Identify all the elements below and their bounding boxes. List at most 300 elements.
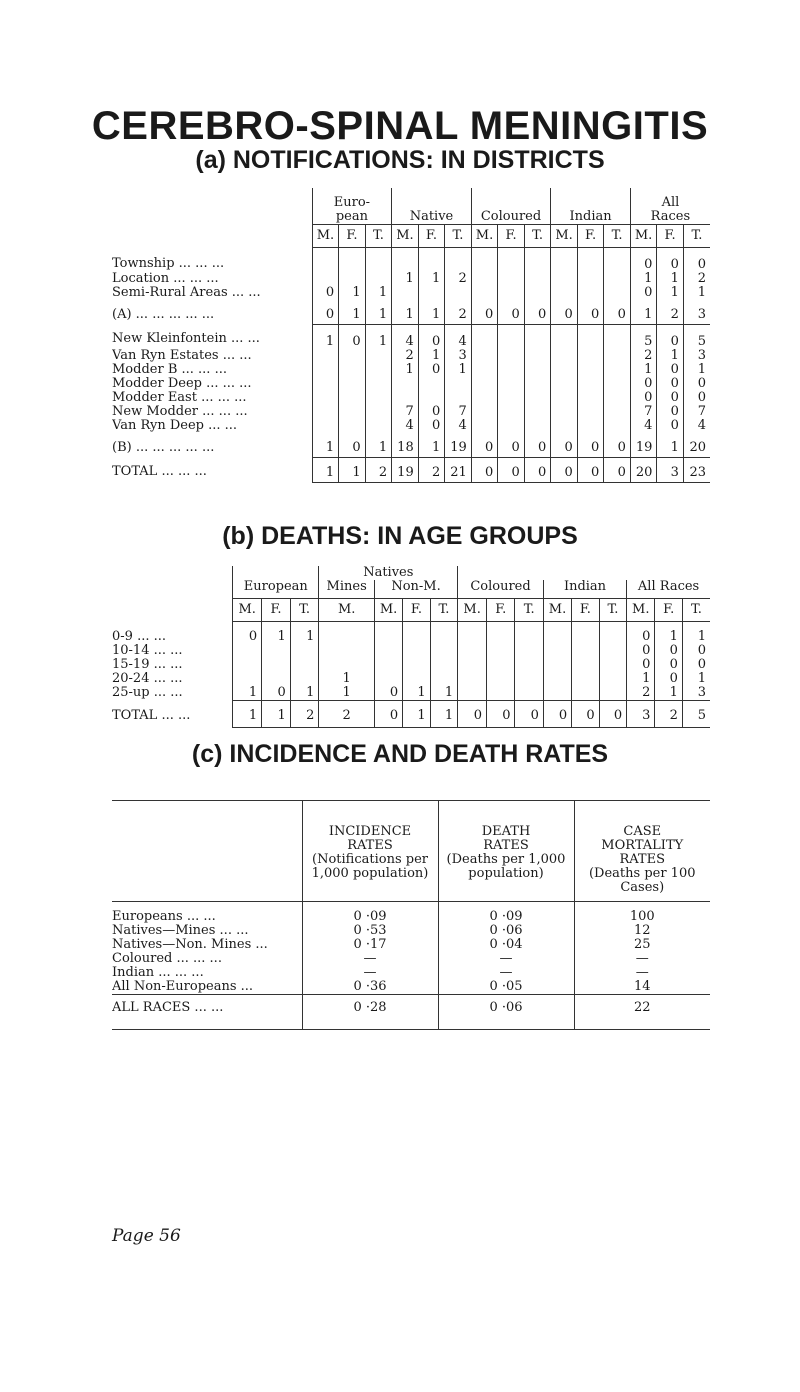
section-a-title: (a) NOTIFICATIONS: IN DISTRICTS — [195, 146, 605, 174]
row-label: Natives—Mines ... ... — [112, 924, 249, 938]
corner-cell — [112, 580, 233, 599]
table-cell — [471, 377, 498, 391]
table-cell: 0 — [498, 300, 525, 325]
column-header: T. — [445, 224, 472, 247]
row-label: Europeans ... ... — [112, 909, 216, 924]
table-cell: 7 — [445, 405, 472, 419]
group-header: All Races — [627, 580, 710, 599]
table-row — [112, 457, 710, 482]
table-cell — [290, 672, 319, 686]
table-cell — [604, 247, 631, 272]
table-cell — [515, 644, 543, 658]
table-cell — [577, 419, 604, 433]
table-cell: 0 — [657, 377, 684, 391]
table-cell — [312, 363, 339, 377]
table-cell — [365, 391, 392, 405]
table-cell — [524, 272, 551, 286]
section-b-title: (b) DEATHS: IN AGE GROUPS — [222, 522, 578, 550]
column-header: M. — [319, 599, 374, 622]
table-cell: 0 — [657, 419, 684, 433]
table-cell: 1 — [233, 701, 262, 728]
table-cell — [312, 349, 339, 363]
table-cell: 0 — [572, 701, 600, 728]
table-cell: 0 — [262, 686, 291, 701]
table-cell — [319, 644, 374, 658]
table-cell — [312, 391, 339, 405]
table-cell: 1 — [683, 286, 710, 300]
table-cell — [498, 377, 525, 391]
table-cell: 0 — [657, 405, 684, 419]
table-cell: 2 — [655, 701, 683, 728]
table-cell: 0 — [657, 363, 684, 377]
table-cell: 1 — [262, 701, 291, 728]
group-header: Euro- pean — [312, 188, 392, 224]
row-label: New Kleinfontein ... ... — [112, 331, 260, 346]
table-cell — [374, 658, 402, 672]
spacer-cell — [233, 566, 319, 580]
table-cell: 0 — [655, 672, 683, 686]
column-header: F. — [339, 224, 366, 247]
table-cell — [471, 405, 498, 419]
group-header: Indian — [551, 188, 631, 224]
table-cell: 12 — [574, 924, 710, 938]
table-cell: 2 — [683, 272, 710, 286]
row-label: Modder B ... ... ... — [112, 362, 227, 377]
table-cell — [374, 622, 402, 645]
table-cell: 1 — [418, 300, 445, 325]
table-cell: 0 ·53 — [302, 924, 438, 938]
notifications-grid — [112, 188, 710, 483]
table-cell: 0 — [630, 391, 657, 405]
table-row — [112, 405, 710, 419]
row-label: New Modder ... ... ... — [112, 404, 248, 419]
table-row — [112, 377, 710, 391]
table-cell: 0 — [630, 286, 657, 300]
deaths-grid — [112, 566, 710, 728]
table-cell — [599, 686, 627, 701]
table-cell: 1 — [630, 300, 657, 325]
column-header: T. — [604, 224, 631, 247]
table-cell: 0 — [339, 324, 366, 349]
table-cell: 19 — [392, 457, 419, 482]
table-cell — [312, 247, 339, 272]
table-row — [112, 980, 710, 995]
table-row — [112, 938, 710, 952]
table-cell: 1 — [312, 324, 339, 349]
table-cell: 4 — [392, 324, 419, 349]
table-cell — [471, 419, 498, 433]
row-label: Township ... ... ... — [112, 256, 225, 271]
table-cell: 0 — [374, 701, 402, 728]
table-cell: 4 — [392, 419, 419, 433]
table-cell: 0 — [312, 286, 339, 300]
table-cell: 0 — [233, 622, 262, 645]
table-cell: 19 — [630, 433, 657, 458]
table-cell — [418, 247, 445, 272]
table-cell — [498, 286, 525, 300]
table-cell: 1 — [339, 286, 366, 300]
table-row — [112, 952, 710, 966]
table-cell — [577, 405, 604, 419]
table-cell: 0 — [471, 457, 498, 482]
table-cell — [430, 644, 458, 658]
table-cell — [458, 644, 487, 658]
table-cell: 2 — [319, 701, 374, 728]
table-row — [112, 433, 710, 458]
column-header: M. — [458, 599, 487, 622]
table-cell: 0 — [577, 433, 604, 458]
table-cell — [458, 658, 487, 672]
table-cell — [339, 247, 366, 272]
table-cell — [458, 622, 487, 645]
table-cell: 1 — [445, 363, 472, 377]
table-cell: 0 — [498, 457, 525, 482]
table-cell: 0 — [577, 457, 604, 482]
table-cell: 0 — [418, 363, 445, 377]
table-cell — [339, 363, 366, 377]
corner-cell — [112, 566, 233, 580]
table-cell — [365, 377, 392, 391]
table-cell: 5 — [683, 324, 710, 349]
table-cell — [604, 286, 631, 300]
table-cell — [262, 644, 291, 658]
table-cell: — — [302, 966, 438, 980]
natives-header: Natives — [319, 566, 458, 580]
row-label: (A) ... ... ... ... ... — [112, 306, 215, 322]
column-header: F. — [577, 224, 604, 247]
column-header: M. — [543, 599, 571, 622]
table-cell — [572, 658, 600, 672]
table-cell: 0 — [551, 300, 578, 325]
table-row — [112, 644, 710, 658]
table-cell — [487, 658, 515, 672]
table-cell — [515, 686, 543, 701]
table-cell: 0 ·06 — [438, 995, 574, 1030]
row-label: Van Ryn Deep ... ... — [112, 418, 238, 433]
table-cell: 1 — [312, 433, 339, 458]
table-cell — [374, 672, 402, 686]
table-cell — [604, 363, 631, 377]
table-cell — [572, 672, 600, 686]
table-cell: 2 — [630, 349, 657, 363]
table-cell: 0 — [374, 686, 402, 701]
table-cell: 0 — [682, 644, 710, 658]
table-cell — [365, 247, 392, 272]
table-cell — [392, 391, 419, 405]
table-cell — [339, 391, 366, 405]
table-cell: — — [574, 952, 710, 966]
table-cell — [487, 622, 515, 645]
table-cell: 20 — [683, 433, 710, 458]
table-cell — [339, 405, 366, 419]
corner-cell — [112, 188, 312, 224]
table-cell: 1 — [262, 622, 291, 645]
table-cell — [551, 377, 578, 391]
table-cell — [262, 672, 291, 686]
table-cell: 0 — [655, 658, 683, 672]
table-cell — [430, 672, 458, 686]
rates-grid — [112, 800, 710, 1030]
table-cell: 0 — [471, 300, 498, 325]
table-cell — [524, 391, 551, 405]
group-header: Non-M. — [374, 580, 457, 599]
spacer-cell — [458, 566, 710, 580]
table-cell — [577, 272, 604, 286]
table-cell: — — [302, 952, 438, 966]
table-cell — [392, 377, 419, 391]
table-cell: 0 — [683, 247, 710, 272]
table-cell — [577, 349, 604, 363]
table-cell: 1 — [392, 363, 419, 377]
table-cell — [471, 247, 498, 272]
column-header: F. — [418, 224, 445, 247]
table-row — [112, 349, 710, 363]
table-cell — [599, 622, 627, 645]
column-header: DEATH RATES (Deaths per 1,000 population) — [438, 801, 574, 902]
table-cell: 1 — [319, 686, 374, 701]
table-cell — [487, 672, 515, 686]
table-cell: 2 — [290, 701, 319, 728]
table-cell — [365, 272, 392, 286]
column-header: T. — [290, 599, 319, 622]
table-cell: 0 — [524, 433, 551, 458]
group-header: European — [233, 580, 319, 599]
table-cell: 0 — [418, 419, 445, 433]
table-cell — [551, 247, 578, 272]
table-cell — [524, 286, 551, 300]
table-cell: 25 — [574, 938, 710, 952]
table-cell: 3 — [682, 686, 710, 701]
table-cell — [515, 658, 543, 672]
row-label: Natives—Non. Mines ... — [112, 938, 268, 952]
table-cell — [604, 324, 631, 349]
table-cell: 0 — [543, 701, 571, 728]
table-cell: 5 — [630, 324, 657, 349]
table-cell — [551, 363, 578, 377]
table-cell: 0 — [515, 701, 543, 728]
table-cell: 0 — [524, 457, 551, 482]
table-cell — [551, 419, 578, 433]
table-cell — [487, 644, 515, 658]
table-cell — [312, 405, 339, 419]
table-cell — [365, 363, 392, 377]
table-cell — [339, 419, 366, 433]
corner-cell — [112, 224, 312, 247]
table-row — [112, 391, 710, 405]
table-cell — [551, 349, 578, 363]
column-header: T. — [599, 599, 627, 622]
table-cell: 1 — [418, 349, 445, 363]
table-cell: 1 — [312, 457, 339, 482]
table-cell: 7 — [392, 405, 419, 419]
table-cell: 0 — [498, 433, 525, 458]
table-cell: 0 — [604, 457, 631, 482]
table-row — [112, 419, 710, 433]
table-cell — [604, 405, 631, 419]
table-cell — [543, 686, 571, 701]
table-cell: 1 — [630, 272, 657, 286]
group-header: Coloured — [458, 580, 544, 599]
row-label: TOTAL ... ... — [112, 707, 191, 723]
table-cell — [471, 391, 498, 405]
table-cell: 1 — [365, 300, 392, 325]
column-header: M. — [551, 224, 578, 247]
table-cell: 0 ·06 — [438, 924, 574, 938]
table-cell — [392, 247, 419, 272]
column-header: M. — [312, 224, 339, 247]
column-header: F. — [262, 599, 291, 622]
table-cell: 1 — [290, 686, 319, 701]
table-cell — [487, 686, 515, 701]
table-cell: 2 — [418, 457, 445, 482]
table-cell — [498, 363, 525, 377]
table-cell — [599, 644, 627, 658]
table-cell: 7 — [630, 405, 657, 419]
column-header: M. — [471, 224, 498, 247]
table-cell: 1 — [319, 672, 374, 686]
table-cell — [445, 286, 472, 300]
table-cell: 1 — [339, 457, 366, 482]
table-cell: 3 — [683, 300, 710, 325]
table-row — [112, 686, 710, 701]
row-label: 25-up ... ... — [112, 686, 183, 700]
table-cell — [365, 419, 392, 433]
table-cell: 1 — [418, 433, 445, 458]
table-cell — [498, 391, 525, 405]
column-header: T. — [430, 599, 458, 622]
table-cell — [365, 349, 392, 363]
table-cell — [524, 324, 551, 349]
table-row — [112, 672, 710, 686]
column-header: M. — [630, 224, 657, 247]
column-header: T. — [682, 599, 710, 622]
table-cell — [551, 286, 578, 300]
table-cell: 5 — [682, 701, 710, 728]
table-cell — [543, 644, 571, 658]
row-label: Indian ... ... ... — [112, 966, 204, 980]
table-row — [112, 300, 710, 325]
table-cell — [543, 672, 571, 686]
table-cell — [498, 272, 525, 286]
table-cell: 4 — [683, 419, 710, 433]
table-cell: 0 — [683, 391, 710, 405]
table-cell — [403, 658, 431, 672]
table-cell: 1 — [682, 622, 710, 645]
table-cell: 1 — [657, 433, 684, 458]
table-row — [112, 902, 710, 925]
table-cell: 1 — [365, 433, 392, 458]
table-cell — [551, 405, 578, 419]
table-cell: 2 — [392, 349, 419, 363]
table-cell — [458, 672, 487, 686]
table-cell — [458, 686, 487, 701]
table-cell: 1 — [655, 686, 683, 701]
table-cell: 23 — [683, 457, 710, 482]
corner-cell — [112, 801, 302, 902]
table-cell: 22 — [574, 995, 710, 1030]
table-cell — [604, 272, 631, 286]
table-cell: 0 ·36 — [302, 980, 438, 995]
table-row — [112, 966, 710, 980]
table-cell — [515, 672, 543, 686]
table-cell — [498, 247, 525, 272]
table-cell: 0 — [339, 433, 366, 458]
table-cell: 0 — [630, 247, 657, 272]
table-cell — [319, 622, 374, 645]
table-cell — [599, 672, 627, 686]
table-cell: 0 — [627, 658, 655, 672]
table-cell: 2 — [445, 272, 472, 286]
column-header: CASE MORTALITY RATES (Deaths per 100 Cases) — [574, 801, 710, 902]
table-cell: 0 — [577, 300, 604, 325]
table-cell: 1 — [657, 349, 684, 363]
table-cell: 3 — [445, 349, 472, 363]
row-label: 20-24 ... ... — [112, 672, 183, 686]
page-title: CEREBRO-SPINAL MENINGITIS — [91, 104, 709, 148]
table-cell — [403, 622, 431, 645]
column-header: T. — [365, 224, 392, 247]
table-cell: 4 — [445, 419, 472, 433]
column-header: F. — [572, 599, 600, 622]
table-cell — [543, 622, 571, 645]
table-cell: 0 — [657, 247, 684, 272]
table-cell: 1 — [403, 686, 431, 701]
table-cell: 0 ·05 — [438, 980, 574, 995]
table-cell — [498, 405, 525, 419]
row-label: ALL RACES ... ... — [112, 995, 302, 1030]
row-label: 15-19 ... ... — [112, 658, 183, 672]
table-cell: 0 — [682, 658, 710, 672]
table-row — [112, 286, 710, 300]
row-label: Semi-Rural Areas ... ... — [112, 285, 261, 300]
table-cell: 1 — [418, 272, 445, 286]
table-cell: 0 — [524, 300, 551, 325]
table-cell: — — [438, 952, 574, 966]
table-cell — [551, 324, 578, 349]
table-cell — [339, 349, 366, 363]
group-header: Indian — [543, 580, 626, 599]
table-cell — [498, 324, 525, 349]
table-cell: 19 — [445, 433, 472, 458]
table-cell: 0 — [630, 377, 657, 391]
table-cell: 7 — [683, 405, 710, 419]
table-cell — [572, 644, 600, 658]
table-cell — [572, 686, 600, 701]
table-cell — [515, 622, 543, 645]
table-cell: 1 — [657, 272, 684, 286]
table-cell: 1 — [365, 324, 392, 349]
column-header: F. — [487, 599, 515, 622]
table-cell — [604, 391, 631, 405]
table-cell: 1 — [392, 300, 419, 325]
table-cell — [599, 658, 627, 672]
table-cell — [577, 377, 604, 391]
table-cell — [430, 622, 458, 645]
table-cell: 1 — [365, 286, 392, 300]
table-cell — [604, 419, 631, 433]
row-label: All Non-Europeans ... — [112, 980, 254, 994]
table-cell: 0 — [657, 324, 684, 349]
table-cell — [604, 349, 631, 363]
table-cell — [577, 324, 604, 349]
table-cell — [233, 644, 262, 658]
table-cell — [403, 644, 431, 658]
table-cell: 0 — [604, 433, 631, 458]
table-cell: 1 — [392, 272, 419, 286]
table-cell: 18 — [392, 433, 419, 458]
table-cell: — — [574, 966, 710, 980]
table-cell: 1 — [655, 622, 683, 645]
